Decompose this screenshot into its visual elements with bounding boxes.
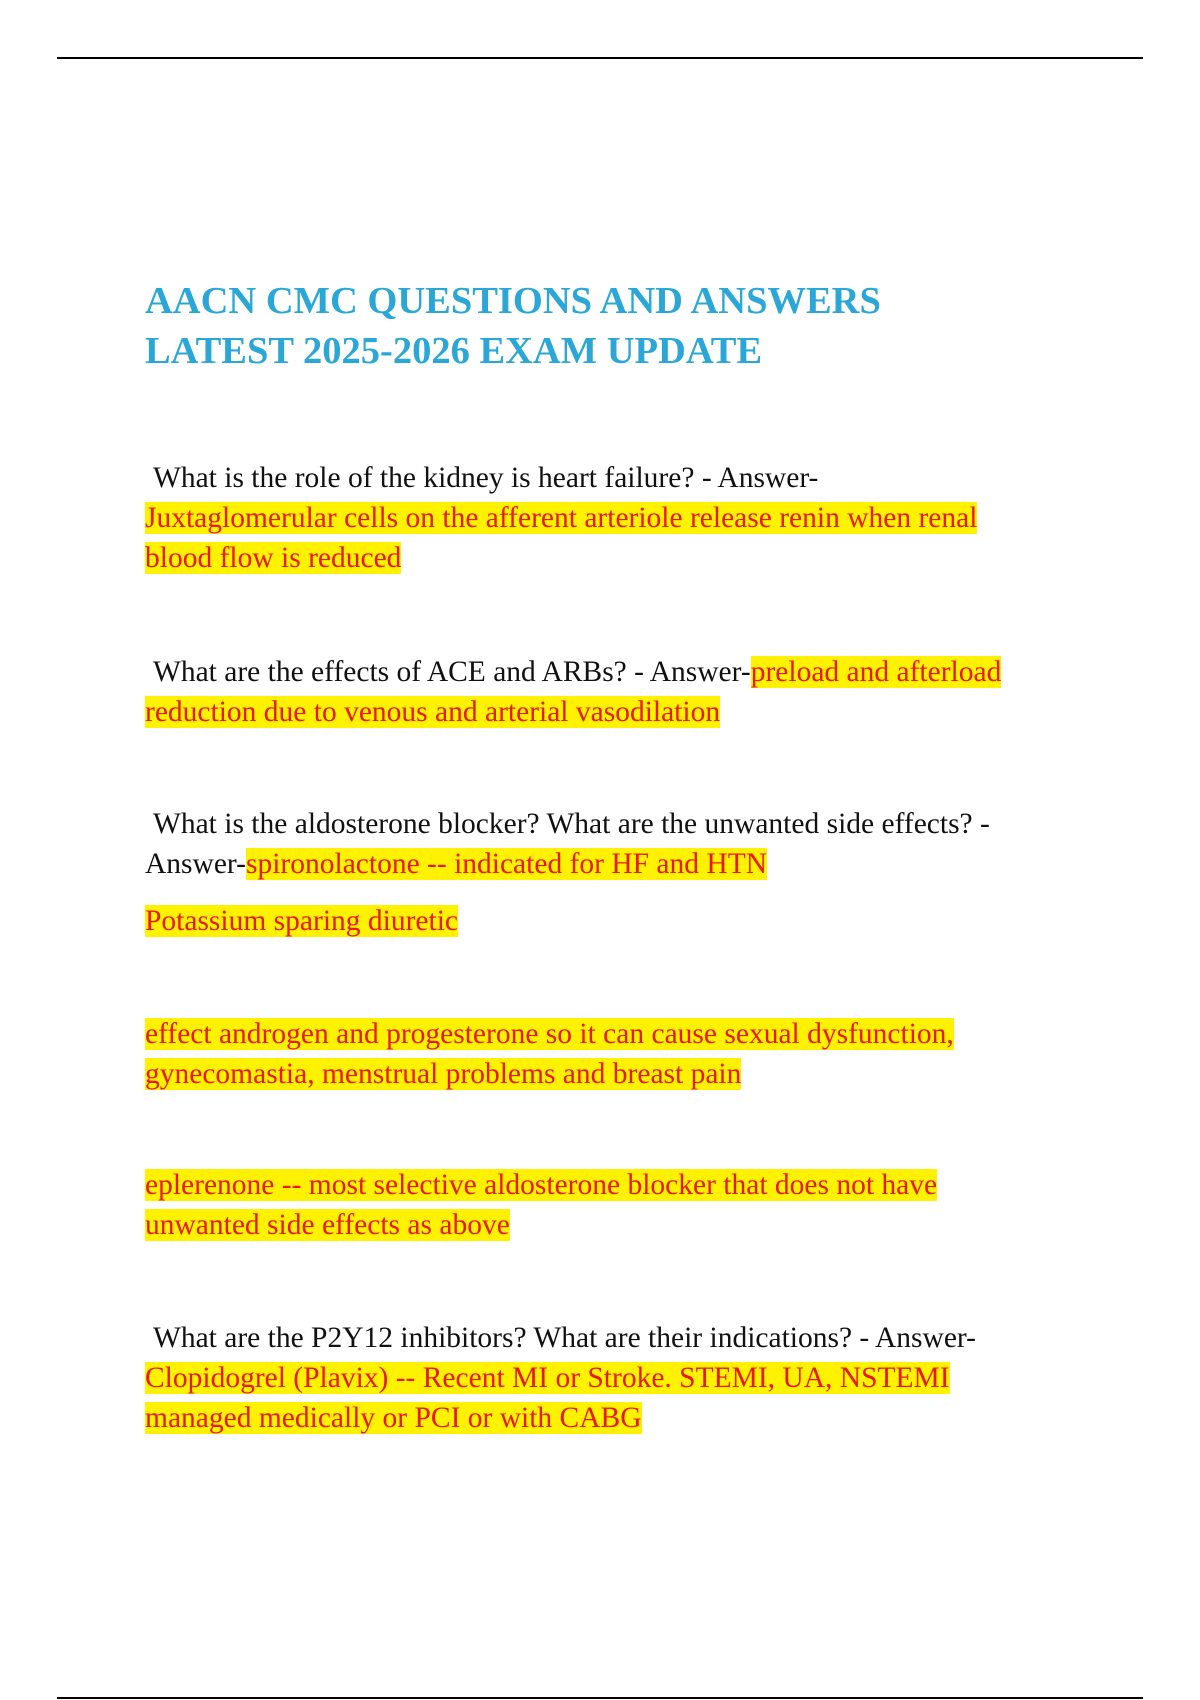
question-text: What is the aldosterone blocker? What are the unwanted side effects? - [153,808,990,840]
answer-text: reduction due to venous and arterial vasodilation [145,696,721,728]
bottom-rule [57,1697,1143,1699]
answer-text: unwanted side effects as above [145,1209,510,1241]
title-line-1: AACN CMC QUESTIONS AND ANSWERS [145,280,881,322]
answer-text: spironolactone -- indicated for HF and HTN [246,848,768,880]
answer-text: preload and afterload [750,656,1002,688]
answer-text: eplerenone -- most selective aldosterone blocker that does not have [145,1169,938,1201]
answer-text: blood flow is reduced [145,542,402,574]
document-title [145,276,1045,376]
answer-text: Potassium sparing diuretic [145,905,458,937]
question-text: What is the role of the kidney is heart failure? - Answer- [153,462,819,494]
qa-ace-arbs [145,652,1001,732]
answer-text: gynecomastia, menstrual problems and breast pain [145,1058,742,1090]
question-text: What are the effects of ACE and ARBs? - Answer- [153,656,751,688]
answer-side-effects [145,1014,954,1094]
question-text: Answer- [145,848,246,880]
question-text: What are the P2Y12 inhibitors? What are their indications? - Answer- [153,1322,976,1354]
answer-text: Juxtaglomerular cells on the afferent arteriole release renin when renal [145,502,978,534]
answer-text: effect androgen and progesterone so it can cause sexual dysfunction, [145,1018,954,1050]
top-rule [57,57,1143,59]
qa-kidney-role [145,458,977,578]
answer-potassium-sparing [145,901,458,941]
answer-eplerenone [145,1165,937,1245]
qa-p2y12-inhibitors [145,1318,976,1438]
title-line-2: LATEST 2025-2026 EXAM UPDATE [145,330,763,372]
qa-aldosterone-blocker [145,804,990,884]
answer-text: managed medically or PCI or with CABG [145,1402,642,1434]
answer-text: Clopidogrel (Plavix) -- Recent MI or Stroke. STEMI, UA, NSTEMI [145,1362,950,1394]
